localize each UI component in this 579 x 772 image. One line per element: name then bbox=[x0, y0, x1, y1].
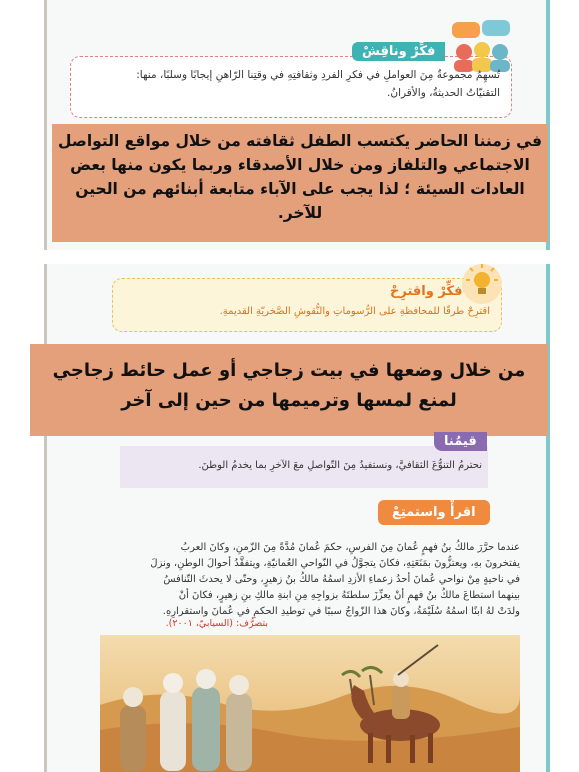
read-enjoy-paragraph bbox=[58, 540, 520, 620]
think-discuss-title: فكِّرْ وناقِشْ bbox=[352, 42, 445, 61]
read-line: بينهما استطاعَ مالكُ بنُ فهمٍ أنْ يعزِّزَ سلطتَهُ بزواجِهِ مِنِ ابنةِ مالكِ بنِ زهيرٍ، فكانَ أنْ bbox=[178, 590, 520, 601]
read-line: عندما حرَّرَ مالكُ بنُ فهمٍ عُمانَ مِنَ الفرسِ، حكمَ عُمانَ مُدَّةً مِنَ الزّمنِ، وكانَ العربُ bbox=[180, 542, 520, 553]
think-suggest-text: اقترِحْ طرقًا للمحافظةِ على الرُّسوماتِ والنُّقوشِ الصَّخريّةِ القديمةِ. bbox=[219, 306, 490, 317]
think-suggest-title: فكِّرْ واقترِحْ bbox=[390, 284, 463, 299]
answer-overlay-1: في زمننا الحاضر يكتسب الطفل ثقافته من خلال مواقع التواصل الاجتماعي والتلفاز ومن خلال الأصدقاء وربما يكون منها بعض العادات السيئة ؛ لذا يجب على الآباء متابعة أبنائهم من الحين للآخر. bbox=[52, 124, 548, 242]
read-line: في ناحيةٍ مِنْ نواحي عُمانَ أحدُ زعماءِ الأزدِ اسمُهُ مالكُ بنُ زهيرٍ، وحتّى لا يحدثَ التّنافسُ bbox=[163, 574, 520, 585]
values-title: قيمُنا bbox=[434, 432, 487, 451]
answer-overlay-2: من خلال وضعها في بيت زجاجي أو عمل حائط زجاجي لمنع لمسها وترميمها من حين إلى آخر bbox=[30, 344, 548, 436]
read-line: ولدَتْ لهُ ابنًا اسمُهُ سُلَيْمَةُ، وكانَ هذا الزّواجُ سببًا في توطيدِ الحكمِ في عُمانَ واستقرارِهِ. bbox=[162, 606, 520, 617]
desert-riders-illustration bbox=[100, 635, 520, 772]
read-source: بتصرُّف: (السيابيّ، ٢٠٠١). bbox=[165, 618, 268, 629]
read-line: يفتخرونَ بهِ، ويعتزُّونَ بمَنَعَتِهِ، فكانَ يتجوَّلُ في النّواحي العُمانيّةِ، ويتفقَّدُ أحوالَ الوطنِ، ونزلَ bbox=[150, 558, 520, 569]
think-discuss-text: تُسهِمُ مجموعةٌ مِنَ العواملِ في فكرِ الفردِ وثقافتِهِ في وقتِنا الرّاهنِ إيجابًا وسلبًا، منها: التقنيّاتُ الحديثةُ، والأقرانُ. bbox=[136, 69, 500, 99]
read-enjoy-title: اقرأْ واستمتِعْ bbox=[378, 500, 490, 525]
lightbulb-head-icon bbox=[460, 262, 504, 306]
values-text: نحترمُ التنوُّعَ الثقافيَّ، ونستفيدُ مِنَ التّواصلِ معَ الآخرِ بما يخدمُ الوطنَ. bbox=[198, 460, 482, 471]
